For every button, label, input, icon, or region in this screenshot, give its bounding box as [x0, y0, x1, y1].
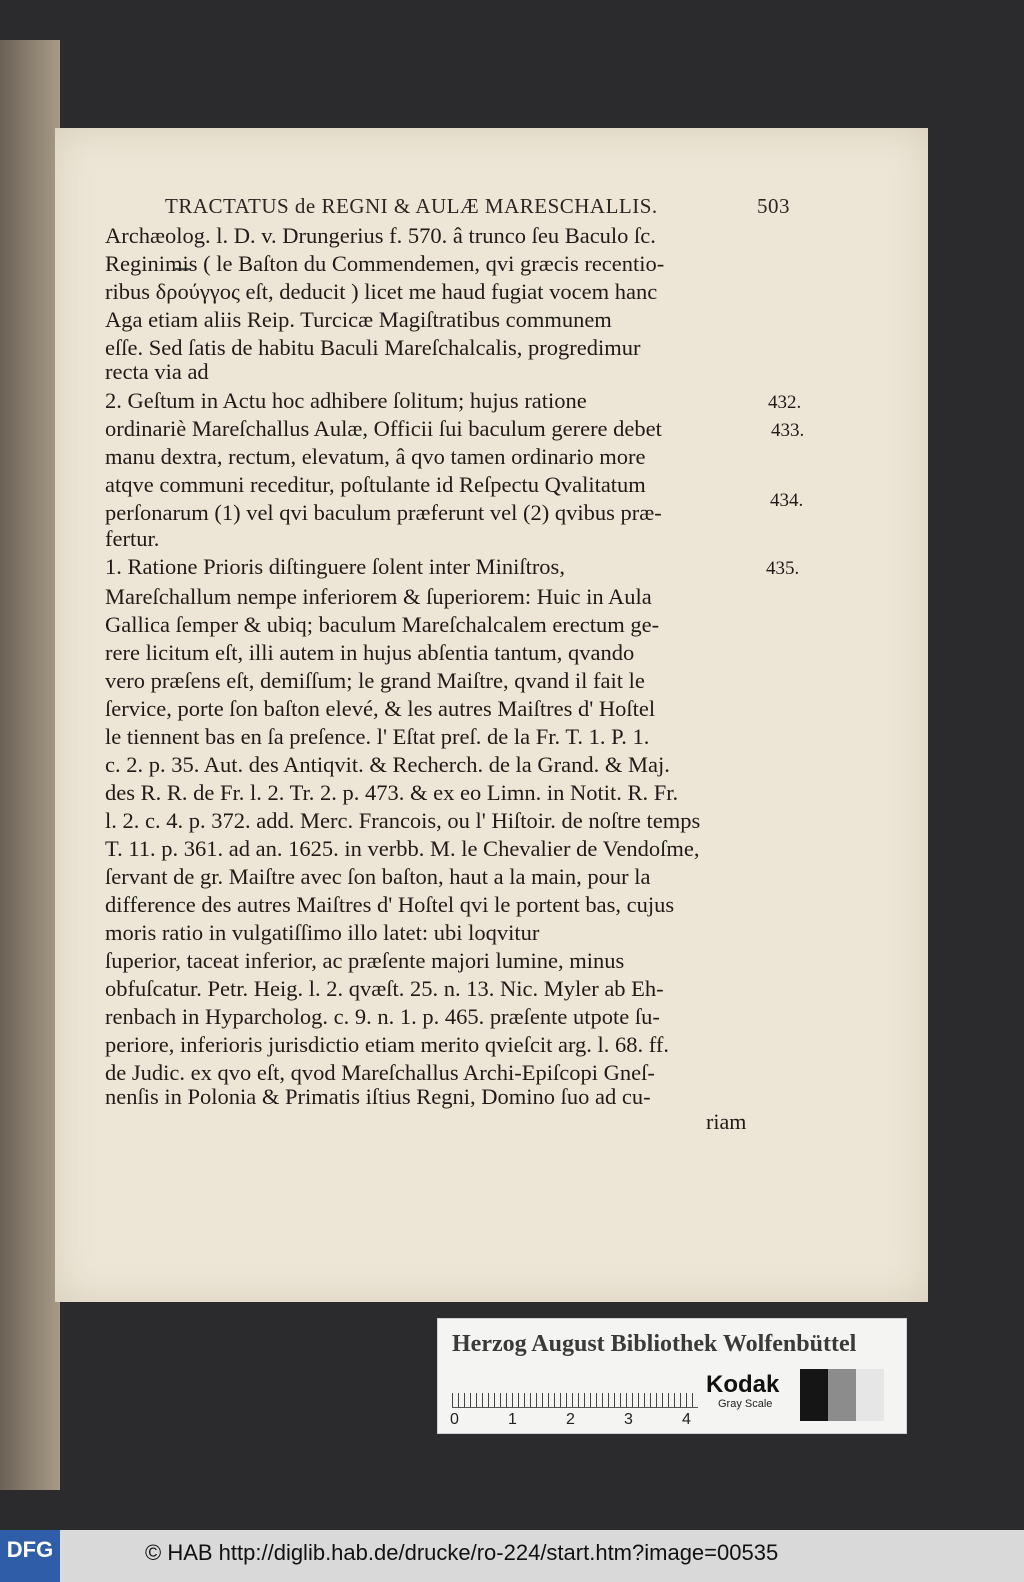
text-line: periore, inferioris jurisdictio etiam merito qvieſcit arg. l. 68. ff. — [105, 1032, 670, 1057]
text-line: vero præſens eſt, demiſſum; le grand Maiſtre, qvand il fait le — [105, 668, 645, 693]
text-line: ſuperior, taceat inferior, ac præſente majori lumine, minus — [105, 948, 625, 973]
text-line: le tiennent bas en ſa preſence. l' Eſtat preſ. de la Fr. T. 1. P. 1. — [105, 724, 650, 749]
ruler-label: 4 — [682, 1411, 691, 1428]
text-line: de Judic. ex qvo eſt, qvod Mareſchallus Archi-Epiſcopi Gneſ- — [105, 1060, 655, 1085]
text-line: Archæolog. l. D. v. Drungerius f. 570. â trunco ſeu Baculo ſc. — [105, 223, 656, 248]
text-line: ſervice, porte ſon baſton elevé, & les autres Maiſtres d' Hoſtel — [105, 696, 656, 721]
text-line: manu dextra, rectum, elevatum, â qvo tamen ordinario more — [105, 444, 646, 469]
text-line: 1. Ratione Prioris diſtinguere ſolent inter Miniſtros, — [105, 554, 565, 579]
text-line: Reginimis ( le Baſton du Commendemen, qvi græcis recentio- — [105, 251, 665, 276]
text-line: atqve communi receditur, poſtulante id Reſpectu Qvalitatum — [105, 472, 646, 497]
page-number: 503 — [757, 194, 790, 218]
text-line: recta via ad — [105, 359, 209, 384]
text-line: eſſe. Sed ſatis de habitu Baculi Mareſchalcalis, progredimur — [105, 335, 641, 360]
text-line: renbach in Hyparcholog. c. 9. n. 1. p. 465. præſente utpote ſu- — [105, 1004, 660, 1029]
ruler-label: 2 — [566, 1411, 575, 1428]
text-line: Aga etiam aliis Reip. Turcicæ Magiſtratibus communem — [105, 307, 612, 332]
margin-number: 433. — [771, 420, 805, 441]
margin-number: 432. — [768, 392, 802, 413]
ruler-label: 0 — [450, 1411, 459, 1428]
text-line: ribus δρούγγος eſt, deducit ) licet me haud fugiat vocem hanc — [105, 279, 658, 304]
text-line: obfuſcatur. Petr. Heig. l. 2. qvæſt. 25. n. 13. Nic. Myler ab Eh- — [105, 976, 664, 1001]
page-header — [110, 188, 790, 220]
text-line: Gallica ſemper & ubiq; baculum Mareſchalcalem erectum ge- — [105, 612, 660, 637]
gray-patch-light — [856, 1369, 884, 1421]
text-line: perſonarum (1) vel qvi baculum præferunt vel (2) qvibus præ- — [105, 500, 662, 525]
footer-bar — [0, 1530, 1024, 1582]
text-line: l. 2. c. 4. p. 372. add. Merc. Francois, ou l' Hiſtoir. de noſtre temps — [105, 808, 701, 833]
gray-scale-label: Gray Scale — [718, 1398, 773, 1410]
text-line: 2. Geſtum in Actu hoc adhibere ſolitum; hujus ratione — [105, 388, 587, 413]
adjacent-page-edge — [0, 40, 60, 1490]
running-title: TRACTATUS de REGNI & AULÆ MARESCHALLIS. — [165, 194, 658, 218]
color-target-card — [437, 1318, 907, 1434]
gray-patch-black — [800, 1369, 828, 1421]
ruler-label: 3 — [624, 1411, 633, 1428]
library-label: Herzog August Bibliothek Wolfenbüttel — [452, 1331, 857, 1357]
text-line: c. 2. p. 35. Aut. des Antiqvit. & Recherch. de la Grand. & Maj. — [105, 752, 670, 777]
text-line: T. 11. p. 361. ad an. 1625. in verbb. M. le Chevalier de Vendoſme, — [105, 836, 700, 861]
text-line: rere licitum eſt, illi autem in hujus abſentia tantum, qvando — [105, 640, 635, 665]
text-line: ordinariè Mareſchallus Aulæ, Officii ſui baculum gerere debet — [105, 416, 662, 441]
text-line: difference des autres Maiſtres d' Hoſtel qvi le portent bas, cujus — [105, 892, 675, 917]
margin-number: 434. — [770, 490, 804, 511]
ruler-label: 1 — [508, 1411, 517, 1428]
gray-patch-mid — [828, 1369, 856, 1421]
text-line: nenſis in Polonia & Primatis iſtius Regni, Domino ſuo ad cu- — [105, 1084, 651, 1109]
scale-ruler — [452, 1377, 698, 1408]
text-line: Mareſchallum nempe inferiorem & ſuperiorem: Huic in Aula — [105, 584, 652, 609]
copyright-link[interactable]: © HAB http://diglib.hab.de/drucke/ro-224/start.htm?image=00535 — [145, 1540, 779, 1565]
text-line: moris ratio in vulgatiſſimo illo latet: ubi loqvitur — [105, 920, 540, 945]
catchword: riam — [706, 1109, 747, 1134]
margin-number: 435. — [766, 558, 800, 579]
dfg-logo: DFG — [0, 1530, 60, 1582]
text-line: fertur. — [105, 526, 160, 551]
kodak-logo: Kodak — [706, 1371, 780, 1398]
text-line: des R. R. de Fr. l. 2. Tr. 2. p. 473. & ex eo Limn. in Notit. R. Fr. — [105, 780, 679, 805]
text-line: ſervant de gr. Maiſtre avec ſon baſton, haut a la main, pour la — [105, 864, 651, 889]
